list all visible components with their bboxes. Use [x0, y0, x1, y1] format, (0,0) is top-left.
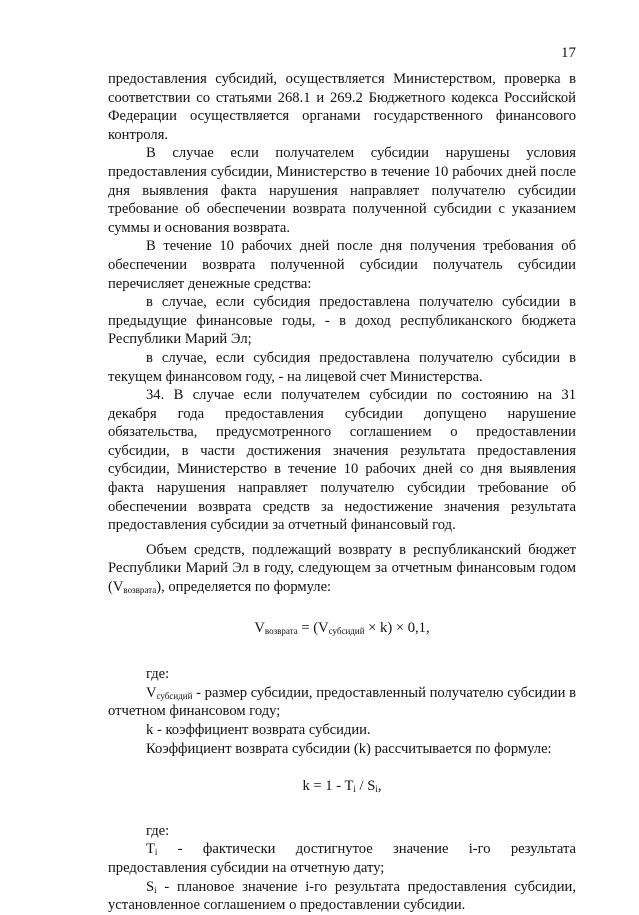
formula-text: × k) × 0,1,: [364, 619, 430, 636]
paragraph: В случае если получателем субсидии нарушены условия предоставления субсидии, Министерство в течение 10 рабочих дней после дня выявления факта нарушения направляет получателю субсидии требование об обеспечении возврата полученной субсидии с указанием суммы и основания возврата.: [108, 145, 576, 236]
symbol: V: [146, 684, 157, 701]
formula-subscript: субсидий: [328, 625, 365, 636]
symbol-subscript: i: [154, 884, 157, 895]
page-number: 17: [561, 45, 576, 61]
where-label: где:: [146, 666, 170, 683]
formula-subscript: i: [375, 784, 378, 795]
formula-return-volume: [108, 619, 576, 638]
text-run: ), определяется по формуле:: [156, 579, 332, 596]
definition: [108, 840, 576, 877]
formula-text: V: [254, 619, 265, 636]
definition-text: - фактически достигнутое значение i-го результата предоставления субсидии на отчетную дату;: [108, 841, 576, 876]
formula-subscript: возврата: [264, 625, 298, 636]
paragraph: в случае, если субсидия предоставлена получателю субсидии в текущем финансовом году, - на лицевой счет Министерства.: [108, 349, 576, 385]
paragraph: в случае, если субсидия предоставлена получателю субсидии в предыдущие финансовые годы, - в доход республиканского бюджета Республики Марий Эл;: [108, 294, 576, 348]
symbol: T: [146, 841, 155, 858]
definition: k - коэффициент возврата субсидии.: [146, 722, 371, 738]
formula-text: k = 1 - T: [302, 778, 354, 795]
symbol: S: [146, 878, 155, 895]
formula-text: / S: [355, 778, 376, 795]
definition-text: - размер субсидии, предоставленный получателю субсидии в отчетном финансовом году;: [108, 684, 576, 720]
paragraph: Коэффициент возврата субсидии (k) рассчитывается по формуле:: [146, 740, 552, 757]
formula-text: ,: [377, 778, 382, 795]
paragraph: [108, 541, 576, 597]
symbol-subscript: субсидий: [156, 690, 193, 701]
definition-text: - плановое значение i-го результата предоставления субсидии, установленное соглашением о предоставлении субсидии.: [108, 878, 576, 914]
text-run: Объем средств, подлежащий возврату в республиканский бюджет Республики Марий Эл в году, следующем за отчетным финансовым годом (V: [108, 541, 576, 596]
formula-text: = (V: [297, 619, 329, 636]
definition: [108, 878, 576, 915]
paragraph: предоставления субсидий, осуществляется Министерством, проверка в соответствии со статьями 268.1 и 269.2 Бюджетного кодекса Российской Федерации осуществляется органами государственного финансового контроля.: [108, 71, 576, 143]
document-body: [108, 70, 576, 915]
definition: [108, 684, 576, 721]
paragraph-clause-34: 34. В случае если получателем субсидии по состоянию на 31 декабря года предоставления субсидии допущено нарушение обязательства, предусмотренного соглашением о предоставлении субсидии, в части достижения значения результата предоставления субсидии, Министерство в течение 10 рабочих дней со дня выявления факта нарушения направляет получателю субсидии требование об обеспечении возврата средств за недостижение значения результата предоставления субсидии за отчетный финансовый год.: [108, 387, 576, 534]
subscript: возврата: [123, 585, 157, 596]
formula-return-coefficient: [108, 777, 576, 796]
symbol-subscript: i: [154, 847, 158, 858]
formula-subscript: i: [353, 784, 356, 795]
where-label: где:: [146, 822, 170, 839]
paragraph: В течение 10 рабочих дней после дня получения требования об обеспечении возврата полученной субсидии получатель субсидии перечисляет денежные средства:: [108, 238, 576, 292]
